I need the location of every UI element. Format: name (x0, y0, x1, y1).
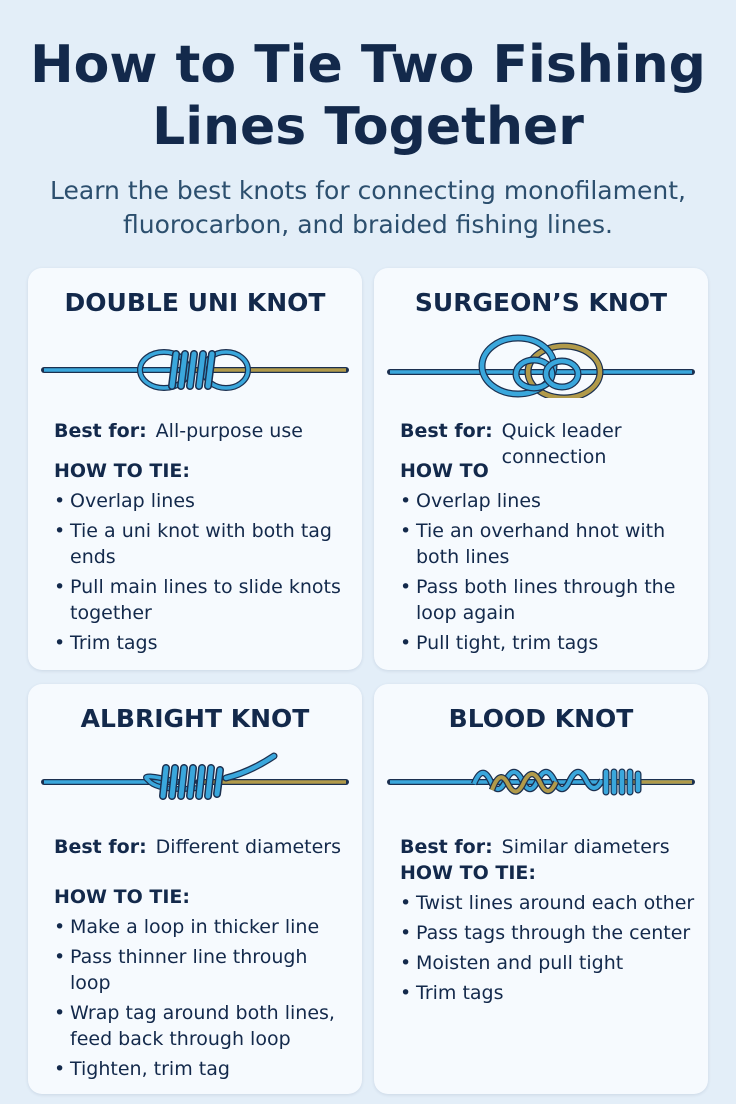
step-item: • Twist lines around each other (400, 890, 700, 916)
blood-knot-icon (374, 750, 708, 814)
best-for-value: Similar diameters (501, 836, 670, 858)
best-for-value: All-purpose use (155, 420, 303, 442)
knot-card-albright (28, 684, 362, 1094)
page-subtitle: Learn the best knots for connecting monofilament, fluorocarbon, and braided fishing lines. (50, 176, 686, 239)
step-item: • Overlap lines (54, 488, 354, 514)
best-for-label: Best for: (54, 836, 147, 858)
double-uni-knot-icon (28, 334, 362, 398)
step-item: • Pass both lines through the loop again (400, 574, 700, 626)
best-for (54, 834, 354, 860)
step-item: • Pass thinner line through loop (54, 944, 354, 996)
albright-knot-icon (28, 750, 362, 814)
step-item: • Overlap lines (400, 488, 700, 514)
page-title: How to Tie Two Fishing Lines Together (30, 35, 706, 157)
step-item: • Tie a uni knot with both tag ends (54, 518, 354, 570)
best-for-label: Best for: (54, 420, 147, 442)
step-item: • Trim tags (54, 630, 354, 656)
step-item: • Wrap tag around both lines, feed back through loop (54, 1000, 354, 1052)
steps-list (400, 488, 700, 660)
knot-card-double-uni (28, 268, 362, 670)
steps-list (54, 914, 354, 1086)
knot-card-surgeons (374, 268, 708, 670)
step-item: • Tie an overhand hnot with both lines (400, 518, 700, 570)
step-item: • Pull main lines to slide knots together (54, 574, 354, 626)
step-item: • Tighten, trim tag (54, 1056, 354, 1082)
knot-title: ALBRIGHT KNOT (80, 704, 310, 733)
step-item: • Pass tags through the center (400, 920, 700, 946)
step-item: • Pull tight, trim tags (400, 630, 700, 656)
how-to-heading: HOW TO TIE: (54, 886, 190, 908)
how-to-heading: HOW TO (400, 460, 489, 482)
step-item: • Trim tags (400, 980, 700, 1006)
step-item: • Moisten and pull tight (400, 950, 700, 976)
best-for-label: Best for: (400, 836, 493, 858)
how-to-heading: HOW TO TIE: (400, 862, 536, 884)
steps-list (400, 890, 700, 1010)
best-for (54, 418, 354, 444)
best-for (400, 834, 700, 860)
best-for-value: Different diameters (155, 836, 342, 858)
knot-title: DOUBLE UNI KNOT (64, 288, 326, 317)
best-for-label: Best for: (400, 420, 493, 442)
knot-title: BLOOD KNOT (448, 704, 634, 733)
best-for-value: Quick leader connection (501, 420, 622, 468)
knot-card-blood (374, 684, 708, 1094)
knot-title: SURGEON’S KNOT (414, 288, 668, 317)
surgeons-knot-icon (374, 334, 708, 398)
step-item: • Make a loop in thicker line (54, 914, 354, 940)
steps-list (54, 488, 354, 660)
how-to-heading: HOW TO TIE: (54, 460, 190, 482)
